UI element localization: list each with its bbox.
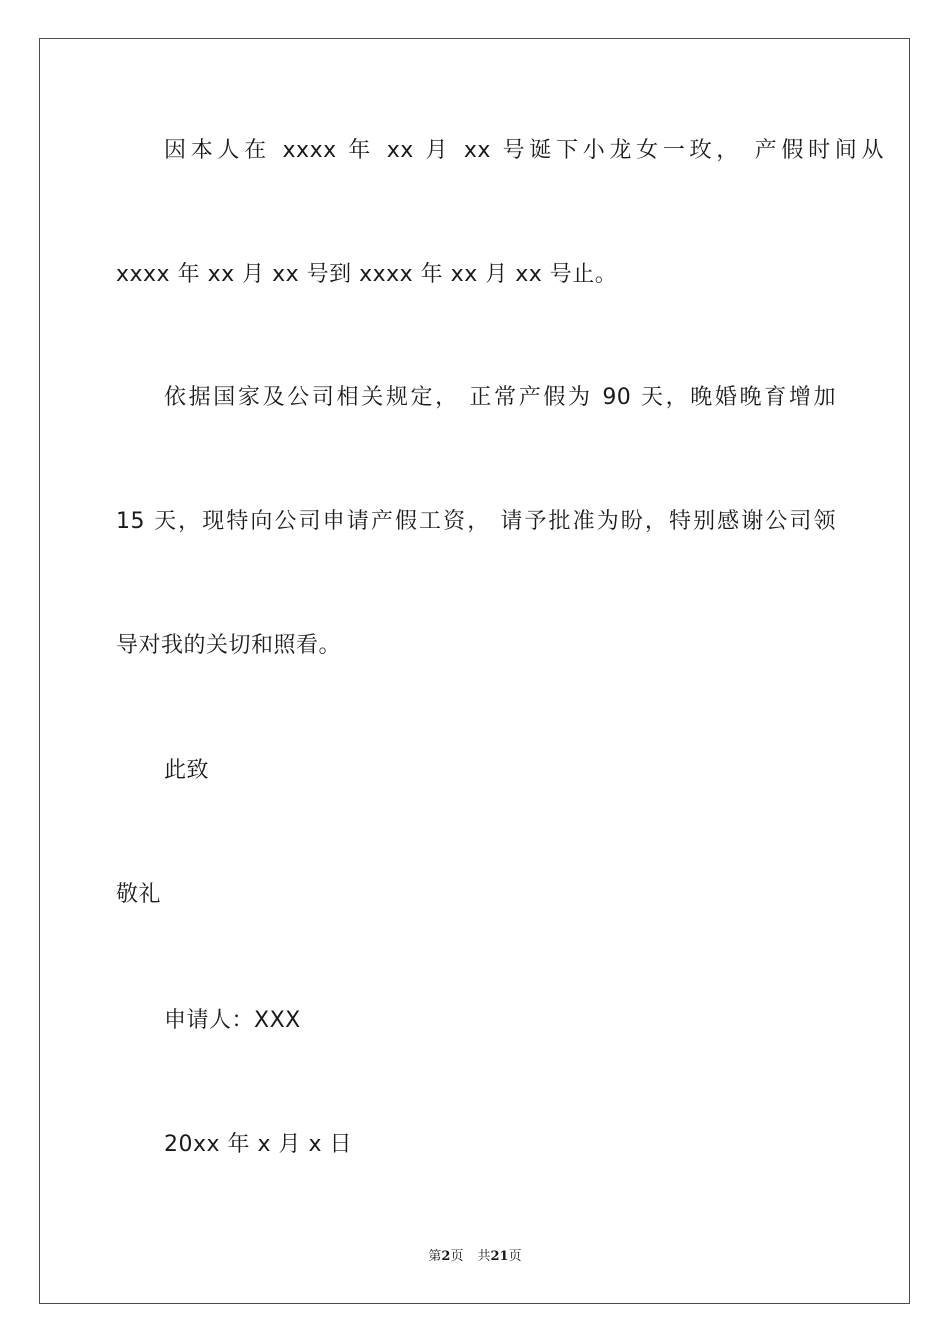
footer-total-prefix: 共 (477, 1249, 491, 1264)
body-line-3: 依据国家及公司相关规定， 正常产假为 90 天，晚婚晚育增加 (164, 385, 836, 410)
footer-page-current: 2 (441, 1249, 451, 1264)
body-line-1: 因本人在 xxxx 年 xx 月 xx 号诞下小龙女一玫， 产假时间从 (164, 138, 884, 163)
salutation-line: 此致 (164, 758, 210, 783)
date-line: 20xx 年 x 月 x 日 (164, 1132, 353, 1157)
page-border (39, 38, 910, 1304)
footer-total-suffix: 页 (508, 1249, 522, 1264)
footer-page-suffix: 页 (450, 1249, 464, 1264)
regards-line: 敬礼 (116, 882, 162, 907)
footer-page-prefix: 第 (428, 1249, 442, 1264)
applicant-line: 申请人：XXX (164, 1008, 301, 1033)
page-footer (0, 1248, 950, 1266)
body-line-4: 15 天，现特向公司申请产假工资， 请予批准为盼，特别感谢公司领 (116, 509, 836, 534)
body-line-2: xxxx 年 xx 月 xx 号到 xxxx 年 xx 月 xx 号止。 (116, 262, 618, 287)
footer-page-total: 21 (490, 1249, 509, 1264)
body-line-5: 导对我的关切和照看。 (116, 633, 342, 658)
